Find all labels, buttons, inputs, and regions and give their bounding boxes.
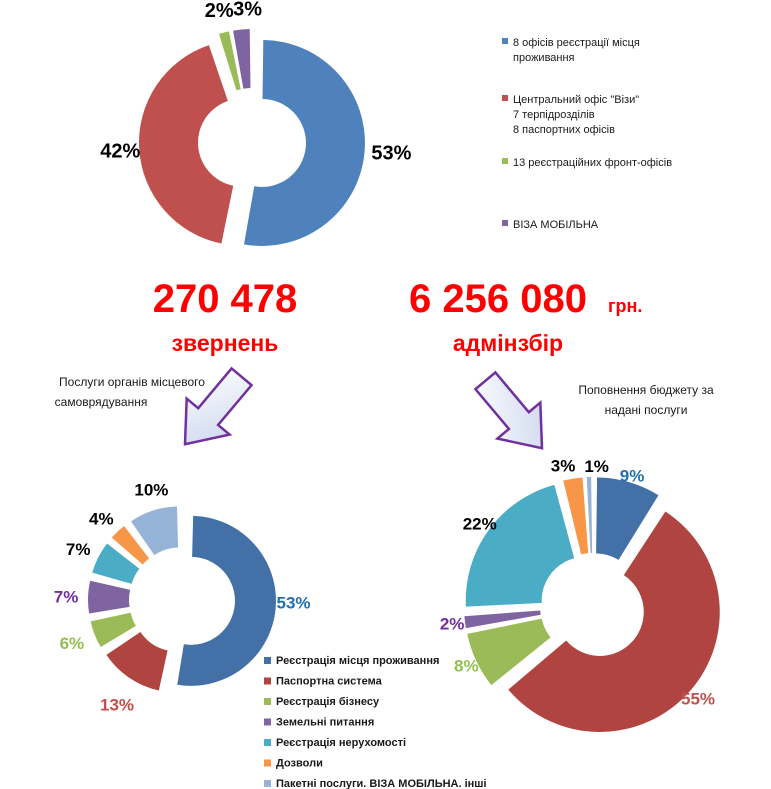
legend-swatch-1-3 (264, 719, 271, 726)
right-caption-line2: надані послуги (604, 403, 688, 417)
slice-label-0-0: 53% (371, 142, 412, 165)
donut-chart-offices (100, 0, 411, 246)
slice-label-0-3: 3% (233, 0, 263, 21)
legend-text-0-1-1: 7 терпідрозділів (513, 109, 595, 121)
legend-swatch-0-2 (502, 158, 508, 164)
legend-text-1-2: Реєстрація бізнесу (276, 696, 380, 708)
requests-value: 270 478 (152, 277, 298, 321)
left-caption-line1: Послуги органів місцевого (59, 375, 205, 389)
legend-text-0-1-0: Центральний офіс "Візи" (513, 94, 640, 106)
legend-swatch-1-5 (264, 760, 271, 767)
legend-swatch-1-6 (264, 780, 271, 787)
right-down-arrow (464, 363, 563, 466)
slice-label-1-3: 7% (53, 587, 79, 607)
slice-0-1 (139, 45, 233, 243)
slice-2-4 (466, 485, 575, 607)
slice-1-0 (177, 516, 276, 686)
legend-text-0-1-2: 8 паспортних офісів (513, 124, 615, 136)
slice-1-3 (88, 581, 130, 614)
legend-swatch-0-1 (502, 95, 508, 101)
fee-unit: грн. (608, 296, 643, 316)
right-caption-line1: Поповнення бюджету за (578, 383, 714, 397)
slice-label-1-2: 6% (59, 634, 85, 654)
slice-label-1-6: 10% (134, 480, 169, 500)
left-caption-line2: самоврядування (54, 395, 148, 409)
slice-label-2-6: 1% (584, 457, 609, 477)
donut-chart-local-services (54, 480, 311, 714)
slice-label-1-1: 13% (100, 695, 135, 715)
slice-2-6 (587, 477, 592, 553)
legend-text-1-5: Дозволи (276, 757, 323, 770)
legend-text-1-6: Пакетні послуги. ВІЗА МОБІЛЬНА. інші (276, 778, 487, 789)
legend-swatch-1-0 (264, 657, 271, 664)
slice-label-2-0: 9% (619, 466, 645, 486)
slice-label-2-4: 22% (462, 514, 497, 534)
legend-swatch-1-2 (264, 698, 271, 705)
legend-text-0-3-0: ВІЗА МОБІЛЬНА (513, 219, 599, 231)
legend-offices (502, 37, 672, 231)
legend-swatch-1-4 (264, 739, 271, 746)
legend-text-1-4: Реєстрація нерухомості (276, 737, 407, 749)
slice-label-2-1: 55% (680, 689, 716, 709)
legend-text-0-0-1: проживання (513, 52, 575, 64)
requests-label: звернень (171, 330, 279, 356)
slice-label-2-5: 3% (550, 456, 576, 476)
legend-swatch-0-3 (502, 220, 508, 226)
fee-label: адмінзбір (452, 330, 564, 356)
legend-text-1-0: Реєстрація місця проживання (276, 655, 440, 667)
slice-0-0 (244, 40, 365, 246)
legend-swatch-1-1 (264, 678, 271, 685)
slice-1-1 (106, 632, 167, 691)
legend-text-1-1: Паспортна система (276, 675, 382, 688)
slice-label-2-3: 2% (439, 614, 465, 634)
slice-label-1-0: 53% (276, 593, 311, 613)
legend-swatch-0-0 (502, 38, 508, 44)
donut-chart-budget (440, 457, 720, 732)
legend-text-1-3: Земельні питання (276, 716, 375, 729)
slice-label-0-2: 2% (204, 0, 234, 23)
fee-value: 6 256 080 (409, 277, 587, 321)
slice-label-1-4: 7% (65, 540, 91, 560)
slice-label-2-2: 8% (454, 656, 479, 676)
slice-label-0-1: 42% (100, 140, 141, 163)
legend-text-0-0-0: 8 офісів реєстрації місця (513, 37, 640, 49)
slice-label-1-5: 4% (89, 509, 114, 529)
legend-text-0-2-0: 13 реєстраційних фронт-офісів (513, 157, 673, 169)
